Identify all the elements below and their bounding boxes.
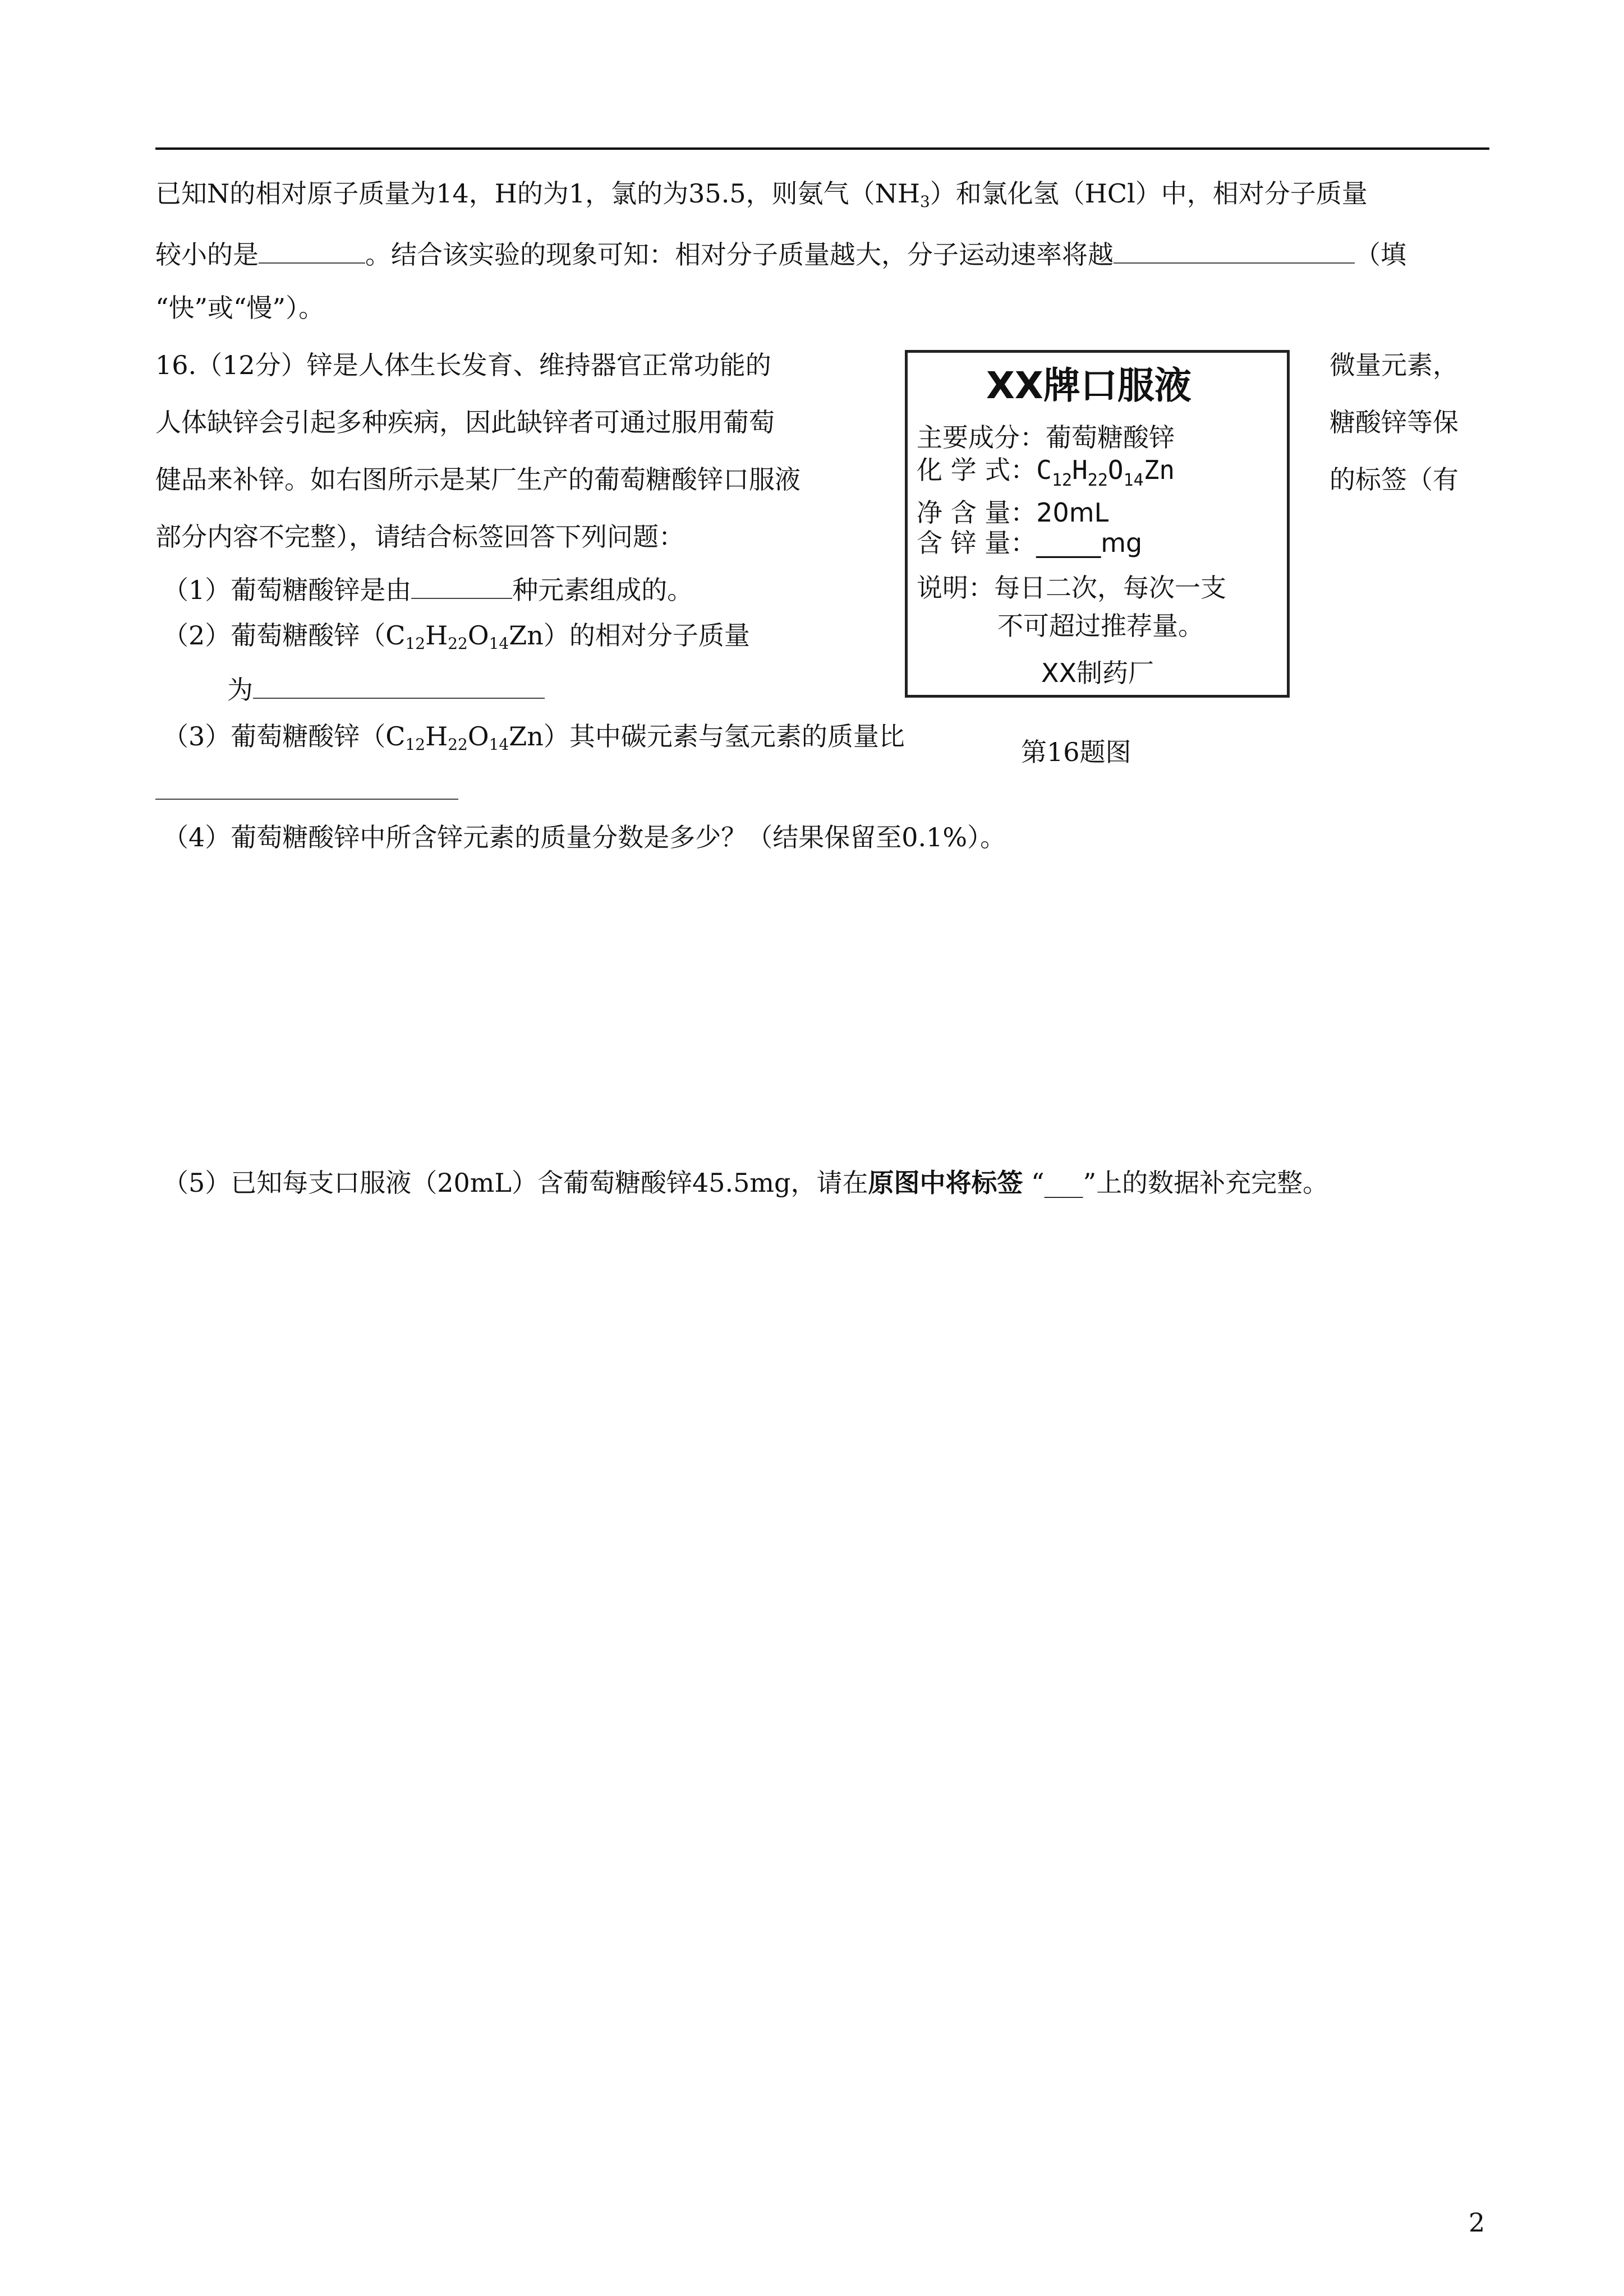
q16-line-4: 部分内容不完整），请结合标签回答下列问题： — [155, 522, 684, 552]
label-ingredient: 主要成分：葡萄糖酸锌 — [917, 422, 1175, 453]
intro-line-1: 已知N的相对原子质量为14，H的为1，氯的为35.5，则氨气$(NH_3)$和氯化氢（HCl）中，相对分子质量 — [155, 178, 1368, 211]
q16-line-1-right: 微量元素， — [1329, 350, 1459, 380]
header-rule — [155, 147, 1489, 150]
q16-sub-4: （4）葡萄糖酸锌中所含锌元素的质量分数是多少？（结果保留至0.1%）。 — [163, 822, 1006, 852]
q16-sub-2-line-2: 为 — [227, 673, 545, 703]
intro-line-2: 较小的是 。结合该实验的现象可知：相对分子质量越大，分子运动速率将越 （填 — [155, 238, 1406, 268]
q16-line-2-left: 人体缺锌会引起多种疾病，因此缺锌者可通过服用葡萄 — [155, 407, 775, 437]
page-number: 2 — [1469, 2207, 1485, 2238]
q16-line-1-left: 16.（12分）锌是人体生长发育、维持器官正常功能的 — [155, 350, 771, 380]
q16-line-2-right: 糖酸锌等保 — [1329, 407, 1459, 437]
answer-blank[interactable] — [155, 774, 458, 800]
q16-sub-2: （2）葡萄糖酸锌$(C_{12}H_{22}O_{14}Zn)$的相对分子质量 — [163, 620, 750, 653]
label-zinc-content: 含 锌 量：_____mg — [917, 528, 1143, 558]
q16-sub-1: （1）葡萄糖酸锌是由 种元素组成的。 — [163, 573, 693, 603]
label-volume: 净 含 量：20mL — [917, 497, 1109, 528]
q16-sub-3: （3）葡萄糖酸锌$(C_{12}H_{22}O_{14}Zn)$其中碳元素与氢元素的质量比 — [163, 721, 905, 754]
q16-sub-5: （5）已知每支口服液（20mL）含葡萄糖酸锌45.5mg，请在原图中将标签 “___”上的数据补充完整。 — [163, 1168, 1329, 1198]
answer-blank[interactable] — [259, 238, 365, 264]
answer-blank[interactable] — [253, 673, 545, 699]
figure-caption: 第16题图 — [1021, 737, 1131, 767]
label-note-2: 不可超过推荐量。 — [997, 611, 1204, 641]
label-maker: XX制药厂 — [1041, 658, 1154, 688]
label-formula: 化 学 式：$C_{12}H_{22}O_{14}Zn$ — [917, 455, 1175, 490]
answer-blank[interactable] — [411, 573, 512, 599]
label-note-1: 说明：每日二次，每次一支 — [917, 573, 1226, 603]
label-title: XX牌口服液 — [986, 364, 1191, 407]
q16-line-3-left: 健品来补锌。如右图所示是某厂生产的葡萄糖酸锌口服液 — [155, 464, 801, 495]
q16-line-3-right: 的标签（有 — [1329, 464, 1459, 495]
answer-blank[interactable] — [1114, 238, 1355, 264]
intro-line-3: “快”或“慢”）。 — [155, 293, 325, 323]
product-label-figure — [905, 350, 1290, 698]
